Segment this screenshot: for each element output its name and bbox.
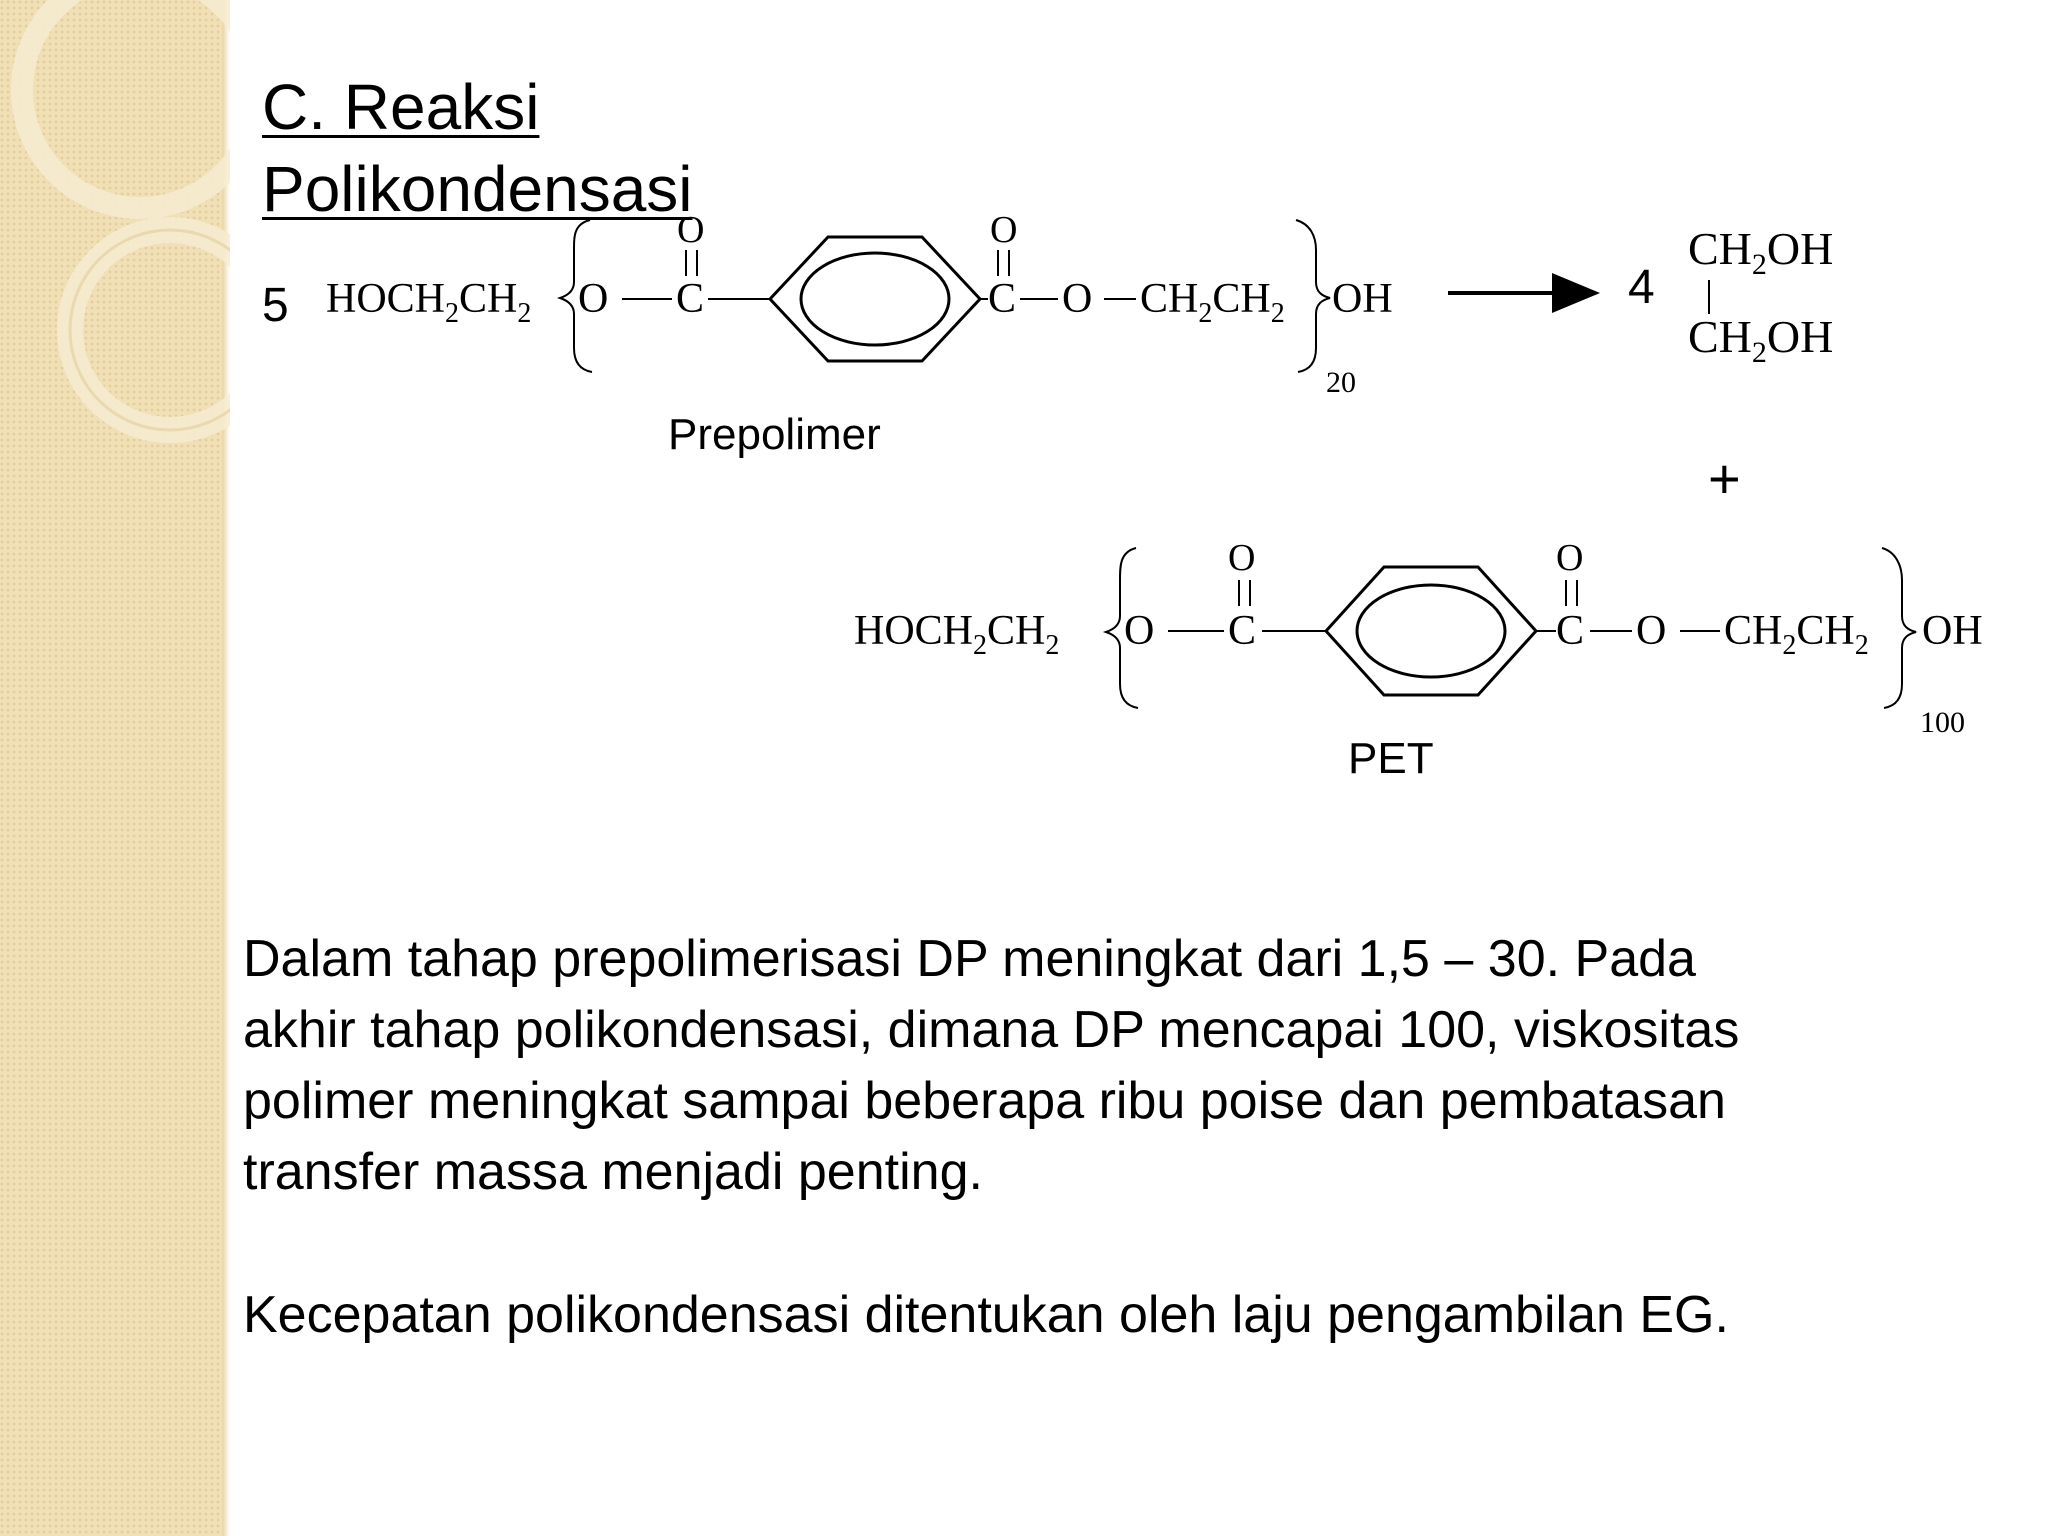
pet-label: PET [1348, 734, 1434, 783]
pet-carbonyl-o-2: O [1556, 537, 1584, 579]
title-line-1: C. Reaksi [262, 71, 540, 143]
paragraph-line: transfer massa menjadi penting. [243, 1143, 983, 1201]
prepolymer-coefficient: 5 [262, 279, 289, 332]
glycol-coefficient: 4 [1628, 261, 1655, 314]
prepolymer-oxygen-2: O [1062, 276, 1093, 322]
prepolymer-carbon-2: C [988, 276, 1017, 322]
paragraph-line: Dalam tahap prepolimerisasi DP meningkat dari 1,5 – 30. Pada [243, 930, 1696, 988]
pet-oxygen: O [1124, 608, 1155, 654]
pet-right-end: OH [1922, 608, 1983, 654]
prepolymer-oxygen: O [578, 276, 609, 322]
prepolymer-label: Prepolimer [668, 410, 881, 459]
prepolymer-right-brace [1296, 220, 1330, 372]
prepolymer-carbon-1: C [676, 276, 705, 322]
pet-ethylene: $CH_2CH_2$ [1724, 608, 1869, 661]
plus-sign: + [1708, 447, 1741, 510]
prepolymer-left-end: $HOCH_2CH_2$ [326, 276, 532, 329]
glycol-bottom: $CH_2OH$ [1688, 311, 1834, 369]
explanation-paragraph [243, 924, 2033, 1208]
pet-carbon-2: C [1556, 608, 1585, 654]
prepolymer-right-end: OH [1332, 276, 1393, 322]
pet-carbon-1: C [1228, 608, 1257, 654]
ethylene-glycol-structure [1688, 223, 1833, 369]
paragraph-line: polimer meningkat sampai beberapa ribu poise dan pembatasan [243, 1072, 1726, 1130]
pet-oxygen-2: O [1636, 608, 1667, 654]
glycol-top: $CH_2OH$ [1688, 223, 1834, 281]
pet-structure [854, 537, 1983, 739]
prepolymer-dp: 20 [1326, 366, 1356, 399]
pet-carbonyl-o-1: O [1228, 537, 1256, 579]
prepolymer-structure [326, 209, 1393, 399]
prepolymer-ethylene: $CH_2CH_2$ [1140, 276, 1285, 329]
prepolymer-carbonyl-o-1: O [677, 209, 705, 251]
pet-dp: 100 [1920, 706, 1965, 739]
title-line-2: Polikondensasi [262, 153, 693, 225]
pet-right-brace [1882, 548, 1916, 708]
rate-statement: Kecepatan polikondensasi ditentukan oleh laju pengambilan EG. [243, 1286, 1729, 1344]
prepolymer-carbonyl-o-2: O [990, 209, 1018, 251]
pet-left-end: $HOCH_2CH_2$ [854, 608, 1060, 661]
paragraph-line: akhir tahap polikondensasi, dimana DP mencapai 100, viskositas [243, 1001, 1740, 1059]
